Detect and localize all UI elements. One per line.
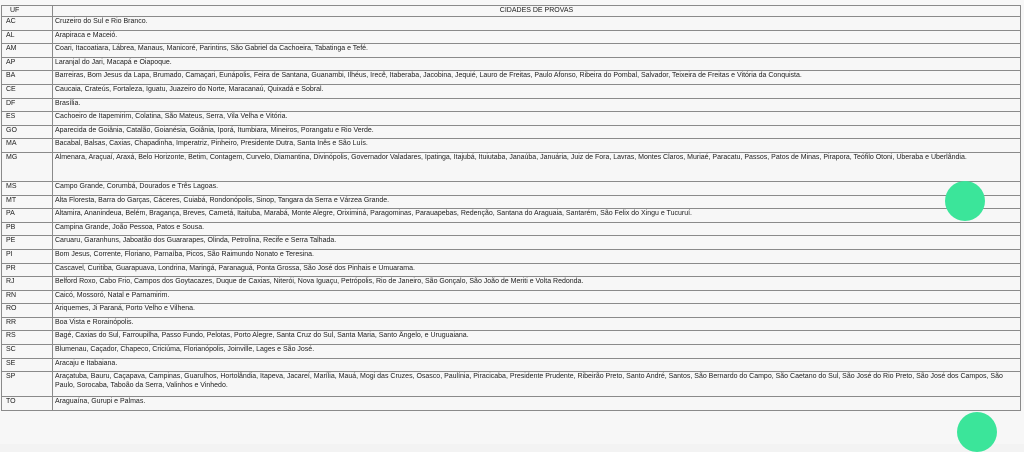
cities-cell: Almenara, Araçuaí, Araxá, Belo Horizonte, Betim, Contagem, Curvelo, Diamantina, Divinópolis, Governador Valadares, Ipatinga, Itajubá, Ituiutaba, Janaúba, Januária, Juiz de Fora, Lavras, Montes Claros, Muriaé, Paracatu, Passos, Patos de Minas, Pirapora, Teófilo Otoni, Uberaba e Uberlândia.: [53, 152, 1021, 181]
cities-cell: Brasília.: [53, 98, 1021, 112]
cities-cell: Campina Grande, João Pessoa, Patos e Sousa.: [53, 222, 1021, 236]
table-row: [2, 152, 1021, 181]
uf-cell: RR: [2, 317, 53, 331]
table-row: [2, 222, 1021, 236]
cities-cell: Cachoeiro de Itapemirim, Colatina, São Mateus, Serra, Vila Velha e Vitória.: [53, 112, 1021, 126]
cities-cell: Caicó, Mossoró, Natal e Parnamirim.: [53, 290, 1021, 304]
table-row: [2, 44, 1021, 58]
table-row: [2, 17, 1021, 31]
exam-cities-table: [1, 5, 1021, 411]
table-row: [2, 290, 1021, 304]
green-marker-dot: [945, 181, 985, 221]
cities-cell: Araguaína, Gurupi e Palmas.: [53, 397, 1021, 411]
uf-cell: PI: [2, 249, 53, 263]
cities-cell: Laranjal do Jari, Macapá e Oiapoque.: [53, 57, 1021, 71]
table-row: [2, 125, 1021, 139]
uf-cell: AL: [2, 30, 53, 44]
cities-column-header: CIDADES DE PROVAS: [53, 6, 1021, 17]
uf-cell: GO: [2, 125, 53, 139]
table-row: [2, 71, 1021, 85]
table-row: [2, 84, 1021, 98]
uf-column-header: UF: [2, 6, 53, 17]
cities-cell: Cruzeiro do Sul e Rio Branco.: [53, 17, 1021, 31]
uf-cell: PR: [2, 263, 53, 277]
cities-cell: Ariquemes, Ji Paraná, Porto Velho e Vilhena.: [53, 304, 1021, 318]
uf-cell: MS: [2, 181, 53, 195]
uf-cell: SC: [2, 345, 53, 359]
cities-cell: Aracaju e Itabaiana.: [53, 358, 1021, 372]
table-row: [2, 277, 1021, 291]
table-row: [2, 358, 1021, 372]
uf-cell: RJ: [2, 277, 53, 291]
cities-cell: Caucaia, Crateús, Fortaleza, Iguatu, Juazeiro do Norte, Maracanaú, Quixadá e Sobral.: [53, 84, 1021, 98]
table-row: [2, 236, 1021, 250]
table-row: [2, 331, 1021, 345]
cities-cell: Bacabal, Balsas, Caxias, Chapadinha, Imperatriz, Pinheiro, Presidente Dutra, Santa Inês e São Luís.: [53, 139, 1021, 153]
cities-cell: Altamira, Ananindeua, Belém, Bragança, Breves, Cametá, Itaituba, Marabá, Monte Alegre, Oriximiná, Paragominas, Parauapebas, Redenção, Santana do Araguaia, Santarém, São Felix do Xingu e Tucuruí.: [53, 209, 1021, 223]
table-row: [2, 263, 1021, 277]
uf-cell: MA: [2, 139, 53, 153]
uf-cell: RN: [2, 290, 53, 304]
uf-cell: SE: [2, 358, 53, 372]
table-row: [2, 181, 1021, 195]
cities-cell: Barreiras, Bom Jesus da Lapa, Brumado, Camaçari, Eunápolis, Feira de Santana, Guanambi, Ilhéus, Irecê, Itaberaba, Jacobina, Jequié, Lauro de Freitas, Paulo Afonso, Ribeira do Pombal, Salvador, Teixeira de Freitas e Vitória da Conquista.: [53, 71, 1021, 85]
uf-cell: AM: [2, 44, 53, 58]
cities-cell: Araçatuba, Bauru, Caçapava, Campinas, Guarulhos, Hortolândia, Itapeva, Jacareí, Marília, Mauá, Mogi das Cruzes, Osasco, Paulínia, Piracicaba, Presidente Prudente, Ribeirão Preto, Santo André, Santos, São Bernardo do Campo, São Caetano do Sul, São José do Rio Preto, São José dos Campos, São Paulo, Sorocaba, Taboão da Serra, Valinhos e Vinhedo.: [53, 372, 1021, 397]
table-row: [2, 372, 1021, 397]
table-row: [2, 345, 1021, 359]
table-row: [2, 57, 1021, 71]
cities-cell: Coari, Itacoatiara, Lábrea, Manaus, Manicoré, Parintins, São Gabriel da Cachoeira, Tabatinga e Tefé.: [53, 44, 1021, 58]
table-row: [2, 317, 1021, 331]
table-row: [2, 397, 1021, 411]
cities-cell: Bagé, Caxias do Sul, Farroupilha, Passo Fundo, Pelotas, Porto Alegre, Santa Cruz do Sul, Santa Maria, Santo Ângelo, e Uruguaiana.: [53, 331, 1021, 345]
table-row: [2, 209, 1021, 223]
uf-cell: AP: [2, 57, 53, 71]
uf-cell: BA: [2, 71, 53, 85]
cities-cell: Caruaru, Garanhuns, Jaboatão dos Guararapes, Olinda, Petrolina, Recife e Serra Talhada.: [53, 236, 1021, 250]
uf-cell: TO: [2, 397, 53, 411]
cities-cell: Boa Vista e Rorainópolis.: [53, 317, 1021, 331]
table-row: [2, 98, 1021, 112]
table-row: [2, 112, 1021, 126]
table-header-row: [2, 6, 1021, 17]
table-row: [2, 249, 1021, 263]
uf-cell: DF: [2, 98, 53, 112]
table-row: [2, 304, 1021, 318]
uf-cell: MT: [2, 195, 53, 209]
cities-cell: Blumenau, Caçador, Chapeco, Criciúma, Florianópolis, Joinville, Lages e São José.: [53, 345, 1021, 359]
uf-cell: PB: [2, 222, 53, 236]
uf-cell: RO: [2, 304, 53, 318]
cities-cell: Aparecida de Goiânia, Catalão, Goianésia, Goiânia, Iporá, Itumbiara, Mineiros, Porangatu e Rio Verde.: [53, 125, 1021, 139]
cities-cell: Belford Roxo, Cabo Frio, Campos dos Goytacazes, Duque de Caxias, Niterói, Nova Iguaçu, Petrópolis, Rio de Janeiro, São Gonçalo, São João de Meriti e Volta Redonda.: [53, 277, 1021, 291]
table-row: [2, 139, 1021, 153]
cities-cell: Alta Floresta, Barra do Garças, Cáceres, Cuiabá, Rondonópolis, Sinop, Tangara da Serra e Várzea Grande.: [53, 195, 1021, 209]
uf-cell: RS: [2, 331, 53, 345]
table-row: [2, 195, 1021, 209]
uf-cell: CE: [2, 84, 53, 98]
green-marker-dot: [957, 412, 997, 452]
uf-cell: ES: [2, 112, 53, 126]
uf-cell: PE: [2, 236, 53, 250]
cities-cell: Bom Jesus, Corrente, Floriano, Parnaíba, Picos, São Raimundo Nonato e Teresina.: [53, 249, 1021, 263]
cities-cell: Cascavel, Curitiba, Guarapuava, Londrina, Maringá, Paranaguá, Ponta Grossa, São José dos Pinhais e Umuarama.: [53, 263, 1021, 277]
uf-cell: MG: [2, 152, 53, 181]
uf-cell: AC: [2, 17, 53, 31]
table-row: [2, 30, 1021, 44]
uf-cell: SP: [2, 372, 53, 397]
cities-cell: Campo Grande, Corumbá, Dourados e Três Lagoas.: [53, 181, 1021, 195]
cities-cell: Arapiraca e Maceió.: [53, 30, 1021, 44]
uf-cell: PA: [2, 209, 53, 223]
